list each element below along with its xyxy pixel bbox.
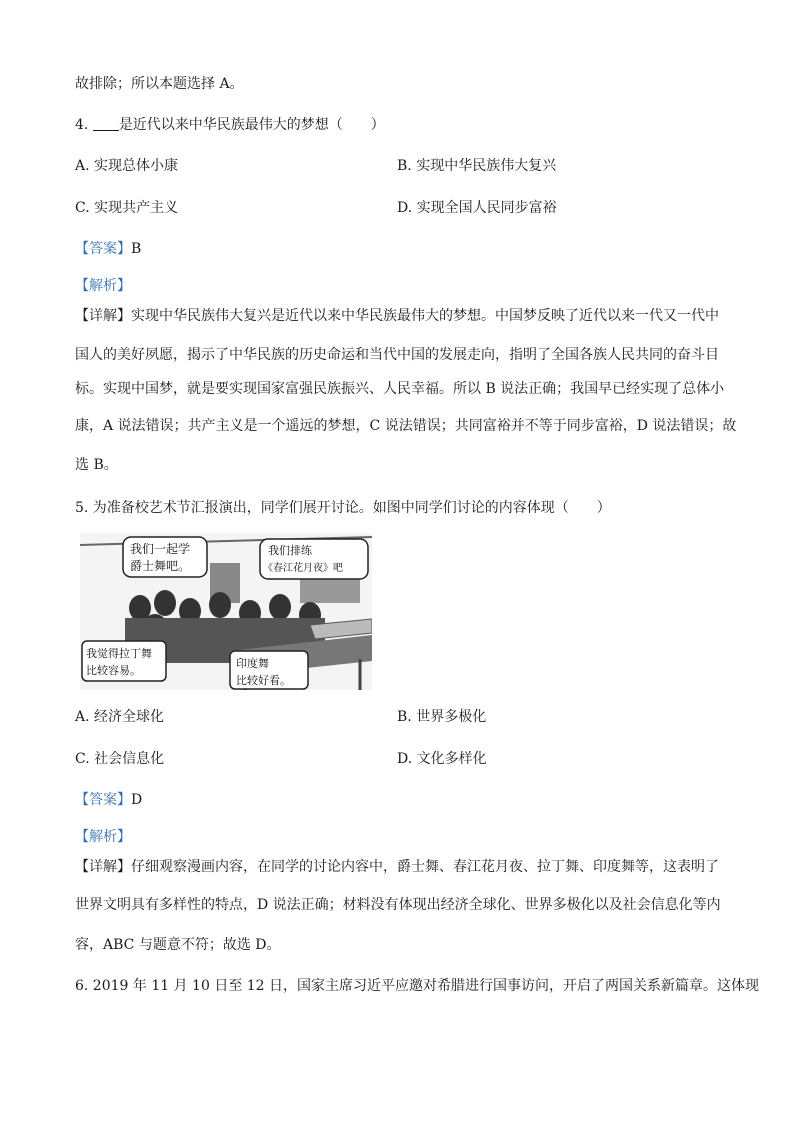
- q4-detail-line-2: 国人的美好夙愿，揭示了中华民族的历史命运和当代中国的发展走向，指明了全国各族人民共同的奋斗目: [75, 347, 719, 363]
- answer-value: B: [131, 241, 142, 257]
- bubble-1-line-1: 我们一起学: [130, 542, 191, 556]
- q5-option-b: B. 世界多极化: [397, 709, 487, 725]
- q5-option-d: D. 文化多样化: [397, 751, 487, 767]
- q5-detail-line-2: 世界文明具有多样性的特点，D 说法正确；材料没有体现出经济全球化、世界多极化以及社会信息化等内: [75, 897, 721, 913]
- bubble-1-line-2: 爵士舞吧。: [130, 559, 191, 573]
- bubble-4-line-1: 印度舞: [236, 657, 269, 670]
- q4-answer: [75, 239, 141, 259]
- q4-option-a: A. 实现总体小康: [75, 158, 179, 174]
- q5-answer: [75, 790, 142, 810]
- question-5-stem: 5. 为准备校艺术节汇报演出，同学们展开讨论。如图中同学们讨论的内容体现（ ）: [75, 500, 611, 516]
- comic-illustration: [80, 533, 372, 690]
- q5-option-c: C. 社会信息化: [75, 751, 165, 767]
- question-4-number: 4.: [75, 117, 89, 133]
- fill-blank: [93, 116, 119, 131]
- question-6-stem: 6. 2019 年 11 月 10 日至 12 日，国家主席习近平应邀对希腊进行国事访问，开启了两国关系新篇章。这体现: [75, 978, 760, 994]
- question-4-text: 是近代以来中华民族最伟大的梦想（ ）: [118, 117, 385, 133]
- q5-analysis-tag: 【解析】: [75, 829, 131, 845]
- q4-analysis-tag: 【解析】: [75, 278, 131, 294]
- q4-detail-line-5: 选 B。: [75, 457, 118, 473]
- q4-option-c: C. 实现共产主义: [75, 200, 179, 216]
- q4-detail-line-3: 标。实现中国梦，就是要实现国家富强民族振兴、人民幸福。所以 B 说法正确；我国早已经实现了总体小: [75, 381, 725, 397]
- bubble-3-line-2: 比较容易。: [86, 664, 141, 677]
- answer-tag: 【答案】: [75, 792, 131, 808]
- q5-option-a: A. 经济全球化: [75, 709, 165, 725]
- prev-answer-conclusion: 故排除；所以本题选择 A。: [75, 76, 244, 92]
- q4-option-b: B. 实现中华民族伟大复兴: [397, 158, 557, 174]
- question-4-stem: [75, 115, 385, 135]
- q5-detail-line-1: 【详解】仔细观察漫画内容，在同学的讨论内容中，爵士舞、春江花月夜、拉丁舞、印度舞等，这表明了: [75, 859, 719, 875]
- bubble-2-line-2: 《春江花月夜》吧: [263, 563, 343, 574]
- q5-detail-line-3: 容，ABC 与题意不符；故选 D。: [75, 937, 281, 953]
- answer-tag: 【答案】: [75, 241, 131, 257]
- q4-detail-line-1: 【详解】实现中华民族伟大复兴是近代以来中华民族最伟大的梦想。中国梦反映了近代以来一代又一代中: [75, 308, 719, 324]
- answer-value: D: [131, 792, 143, 808]
- q4-detail-line-4: 康，A 说法错误；共产主义是一个遥远的梦想，C 说法错误；共同富裕并不等于同步富裕，D 说法错误；故: [75, 418, 737, 434]
- bubble-2-line-1: 我们排练: [268, 544, 312, 557]
- bubble-4-line-2: 比较好看。: [236, 674, 291, 687]
- q4-option-d: D. 实现全国人民同步富裕: [397, 200, 557, 216]
- bubble-3-line-1: 我觉得拉丁舞: [86, 647, 152, 660]
